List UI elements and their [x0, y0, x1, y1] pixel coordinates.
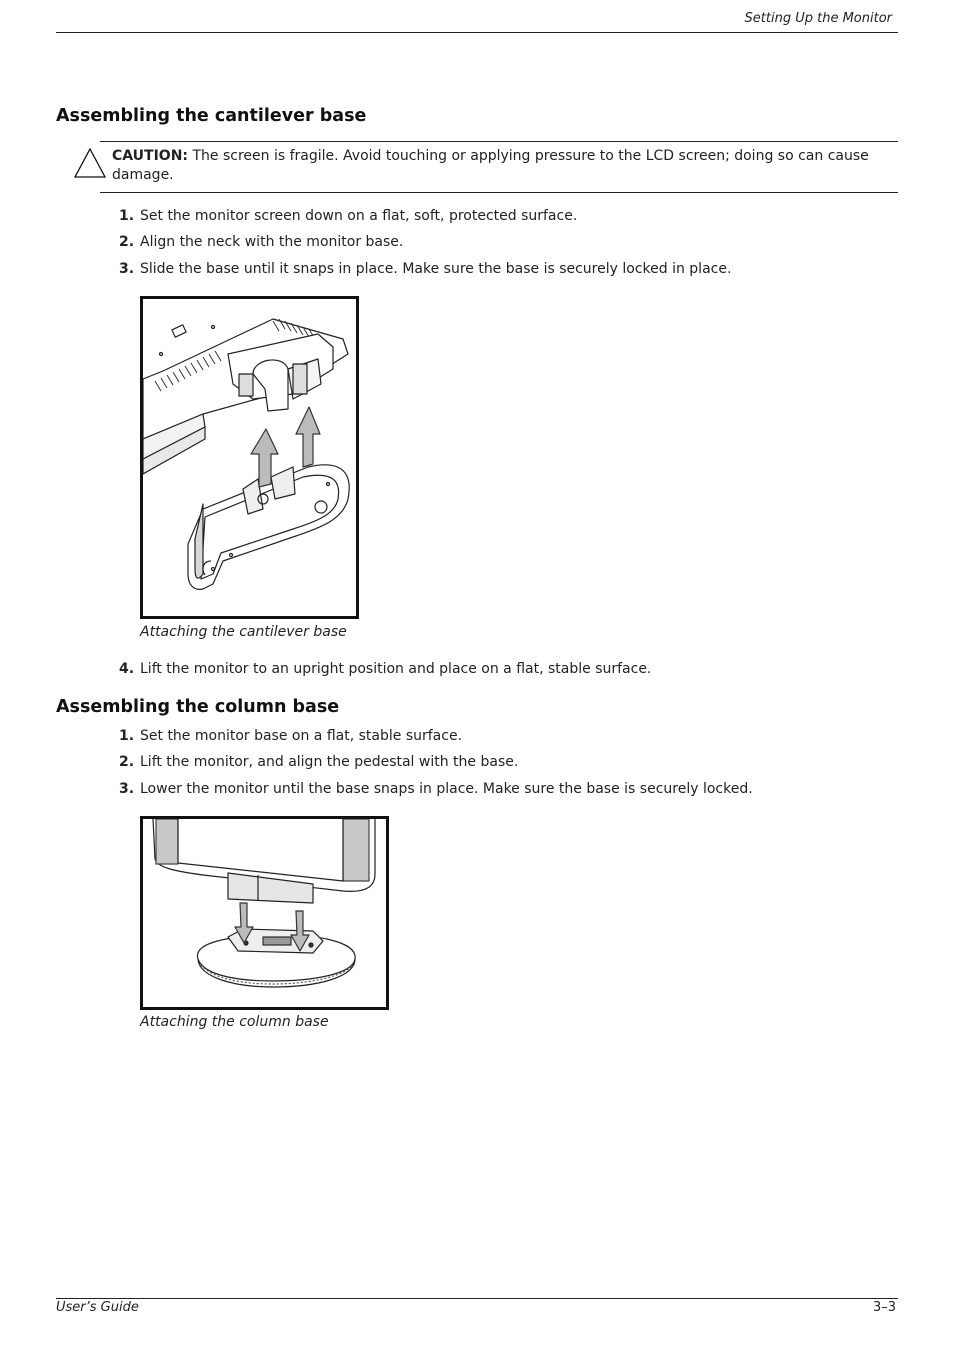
step-text: Align the neck with the monitor base. — [140, 234, 404, 250]
step-2 — [119, 754, 518, 770]
caution-text: The screen is fragile. Avoid touching or applying pressure to the LCD screen; doing so can cause damage. — [112, 148, 869, 183]
figure-cantilever-base — [140, 296, 359, 619]
step-number: 2. — [119, 754, 135, 770]
figure-column-base — [140, 816, 389, 1010]
step-text: Set the monitor base on a flat, stable surface. — [140, 728, 463, 744]
figure-caption-column: Attaching the column base — [140, 1014, 329, 1030]
section-heading-cantilever: Assembling the cantilever base — [56, 106, 367, 126]
cantilever-base-illustration — [143, 299, 356, 616]
caution-bottom-rule — [100, 192, 898, 193]
footer-document-title: User’s Guide — [56, 1300, 139, 1315]
step-text: Lift the monitor, and align the pedestal with the base. — [140, 754, 519, 770]
step-number: 3. — [119, 781, 135, 797]
column-base-illustration — [143, 819, 386, 1007]
step-2 — [119, 234, 403, 250]
step-text: Lower the monitor until the base snaps in place. Make sure the base is securely locked. — [140, 781, 753, 797]
step-number: 1. — [119, 728, 135, 744]
step-text: Lift the monitor to an upright position and place on a flat, stable surface. — [140, 661, 652, 677]
caution-top-rule — [100, 141, 898, 142]
section-heading-column: Assembling the column base — [56, 697, 340, 717]
step-3 — [119, 261, 731, 277]
figure-caption-cantilever: Attaching the cantilever base — [140, 624, 347, 640]
running-header: Setting Up the Monitor — [744, 11, 892, 26]
caution-triangle-icon — [73, 147, 107, 179]
step-number: 4. — [119, 661, 135, 677]
step-text: Slide the base until it snaps in place. Make sure the base is securely locked in place. — [140, 261, 732, 277]
caution-note — [112, 147, 892, 185]
header-rule — [56, 32, 898, 33]
step-3 — [119, 781, 753, 797]
caution-label: CAUTION: — [112, 148, 189, 164]
footer-page-number: 3–3 — [872, 1300, 896, 1315]
step-number: 2. — [119, 234, 135, 250]
step-1 — [119, 208, 577, 224]
footer-rule — [56, 1298, 898, 1299]
step-1 — [119, 728, 462, 744]
step-text: Set the monitor screen down on a flat, soft, protected surface. — [140, 208, 578, 224]
step-number: 3. — [119, 261, 135, 277]
step-4 — [119, 661, 651, 677]
step-number: 1. — [119, 208, 135, 224]
